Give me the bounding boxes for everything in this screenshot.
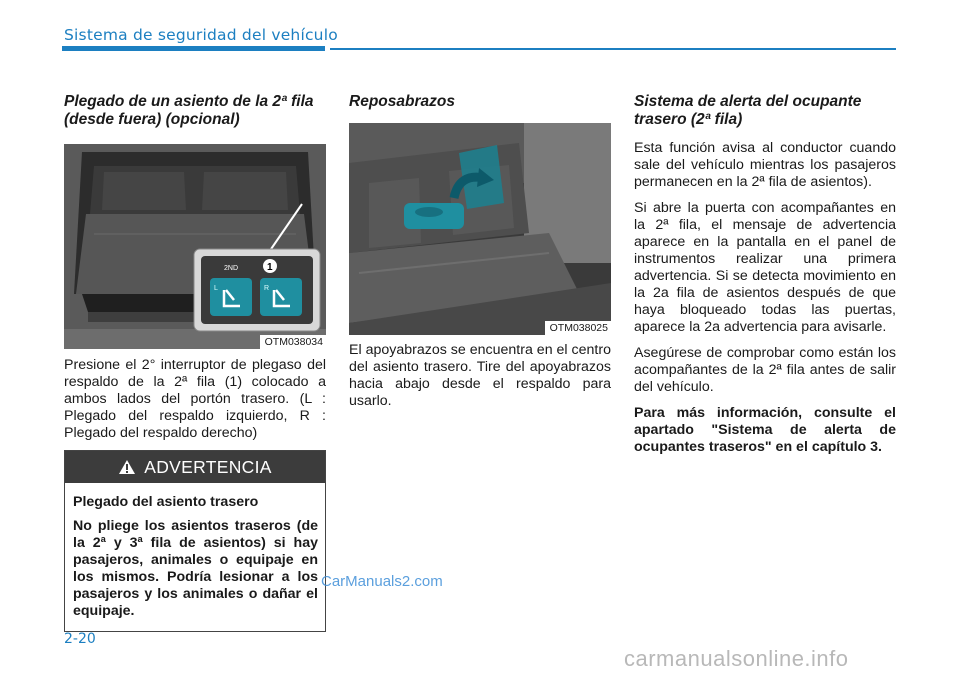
watermark-large[interactable]: carmanualsonline.info [624, 646, 849, 671]
header-rule-thin [330, 48, 896, 50]
column-seat-folding [64, 93, 326, 451]
rear-occupant-alert-heading: Sistema de alerta del ocupante trasero (2ª fila) [634, 93, 862, 128]
warning-subtitle: Plegado del asiento trasero [73, 494, 259, 510]
column-armrest [349, 93, 611, 419]
alert-paragraph-3: Asegúrese de comprobar como están los acompañantes de la 2ª fila antes de salir del vehículo. [634, 345, 896, 395]
cargo-area-illustration [64, 144, 326, 349]
armrest-photo [349, 123, 611, 335]
switch-left-label: L [214, 285, 218, 292]
warning-title: ADVERTENCIA [144, 456, 272, 477]
warning-header [65, 451, 325, 483]
image-code: OTM038034 [260, 335, 326, 349]
column-rear-occupant-alert [634, 93, 896, 465]
cargo-area-photo [64, 144, 326, 349]
switch-row-label: 2ND [224, 265, 239, 272]
warning-box [64, 450, 326, 632]
armrest-heading: Reposabrazos [349, 93, 455, 110]
image-code: OTM038025 [545, 321, 611, 335]
header-rule-thick [62, 46, 325, 51]
armrest-paragraph: El apoyabrazos se encuentra en el centro del asiento trasero. Tire del apoyabrazos hacia abajo desde el respaldo para usarlo. [349, 342, 611, 409]
armrest-illustration [349, 123, 611, 335]
switch-callout-number: 1 [267, 262, 273, 273]
warning-text: No pliege los asientos traseros (de la 2ª y 3ª fila de asientos) si hay pasajeros, animales o equipaje en los mismos. Podría lesionar a los pasajeros y los animales o dañar el equipaje. [73, 518, 318, 619]
switch-right-label: R [264, 285, 270, 292]
watermark-small[interactable]: CarManuals2.com [321, 573, 443, 590]
alert-reference-paragraph: Para más información, consulte el apartado "Sistema de alerta de ocupantes traseros" en el capítulo 3. [634, 405, 896, 455]
alert-paragraph-1: Esta función avisa al conductor cuando sale del vehículo mientras los pasajeros permanecen en la 2ª fila de asientos). [634, 140, 896, 190]
section-title: Sistema de seguridad del vehículo [64, 26, 338, 44]
warning-triangle-icon [118, 459, 136, 475]
seat-folding-paragraph: Presione el 2° interruptor de plegaso del respaldo de la 2ª fila (1) colocado a ambos lados del portón trasero. (L : Plegado del respaldo izquierdo, R : Plegado del respaldo derecho) [64, 357, 326, 441]
alert-paragraph-2: Si abre la puerta con acompañantes en la 2ª fila, el mensaje de advertencia aparece en la pantalla en el panel de instrumentos realizar una primera advertencia. Si se detecta movimiento en la 2a fila de asientos después de que haya bloqueado todas las puertas, aparece la 2a advertencia para avisarle. [634, 200, 896, 335]
page-number: 2-20 [64, 631, 96, 647]
seat-folding-heading: Plegado de un asiento de la 2ª fila (desde fuera) (opcional) [64, 93, 314, 128]
